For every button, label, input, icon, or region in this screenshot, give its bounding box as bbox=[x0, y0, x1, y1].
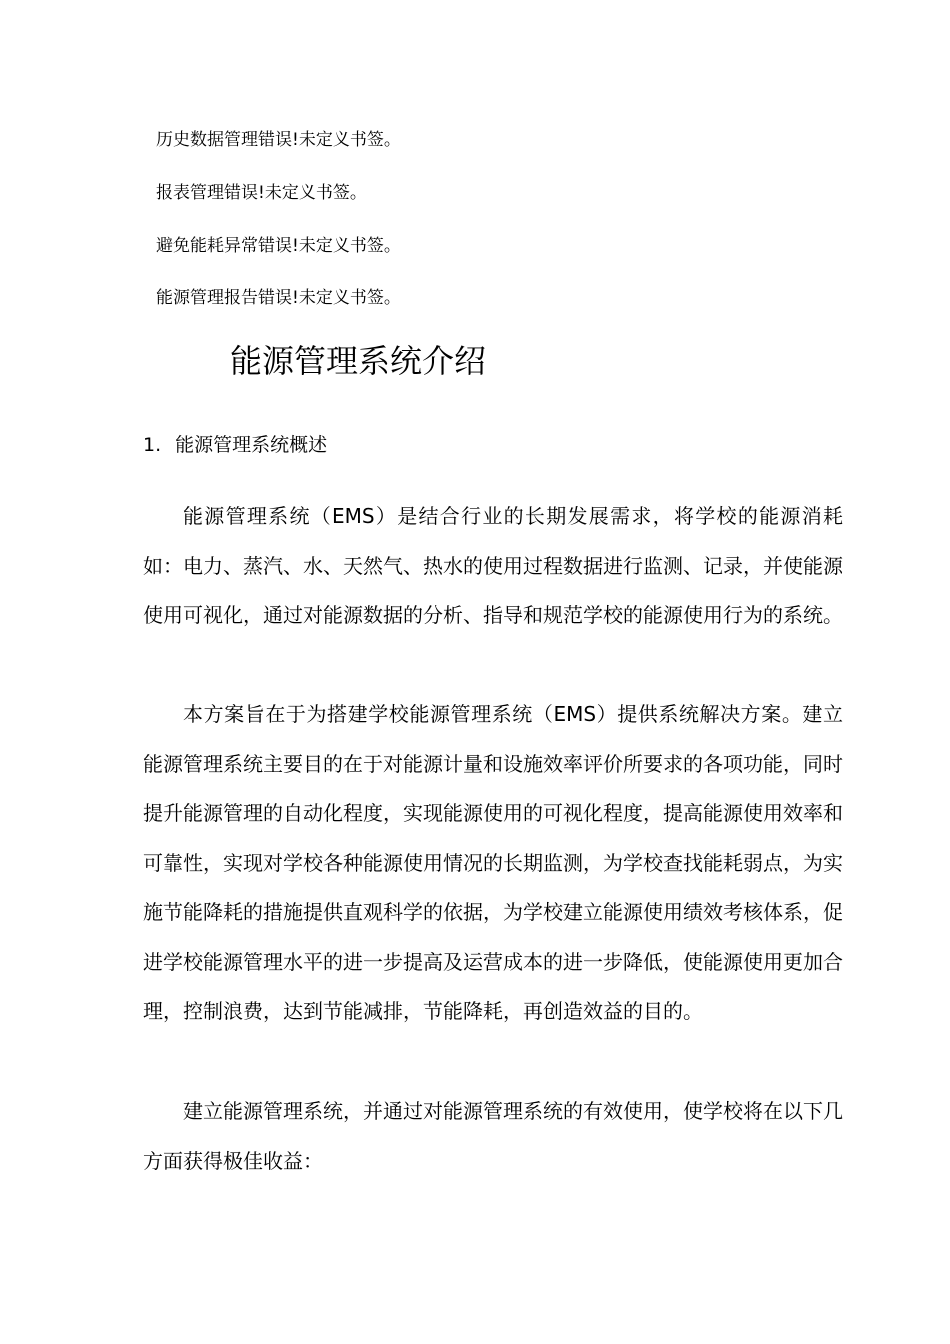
section-heading bbox=[143, 432, 327, 458]
toc-item-reports[interactable]: 报表管理错误!未定义书签。 bbox=[156, 183, 367, 203]
paragraph-solution: 本方案旨在于为搭建学校能源管理系统（EMS）提供系统解决方案。建立能源管理系统主要目的在于对能源计量和设施效率评价所要求的各项功能，同时提升能源管理的自动化程度，实现能源使用的可视化程度，提高能源使用效率和可靠性，实现对学校各种能源使用情况的长期监测，为学校查找能耗弱点，为实施节能降耗的措施提供直观科学的依据，为学校建立能源使用绩效考核体系，促进学校能源管理水平的进一步提高及运营成本的进一步降低，使能源使用更加合理，控制浪费，达到节能减排，节能降耗，再创造效益的目的。 bbox=[143, 702, 843, 1023]
document-title: 能源管理系统介绍 bbox=[230, 342, 487, 380]
toc-item-avoid-anomaly[interactable]: 避免能耗异常错误!未定义书签。 bbox=[156, 236, 401, 256]
paragraph-benefits: 建立能源管理系统，并通过对能源管理系统的有效使用，使学校将在以下几方面获得极佳收益： bbox=[143, 1099, 843, 1173]
paragraph-overview: 能源管理系统（EMS）是结合行业的长期发展需求，将学校的能源消耗如：电力、蒸汽、水、天然气、热水的使用过程数据进行监测、记录，并使能源使用可视化，通过对能源数据的分析、指导和规范学校的能源使用行为的系统。 bbox=[143, 504, 843, 627]
section-title: 能源管理系统概述 bbox=[175, 434, 328, 456]
toc-item-history-data[interactable]: 历史数据管理错误!未定义书签。 bbox=[156, 130, 401, 150]
toc-item-energy-report[interactable]: 能源管理报告错误!未定义书签。 bbox=[156, 288, 401, 308]
section-number: 1. bbox=[143, 434, 162, 456]
